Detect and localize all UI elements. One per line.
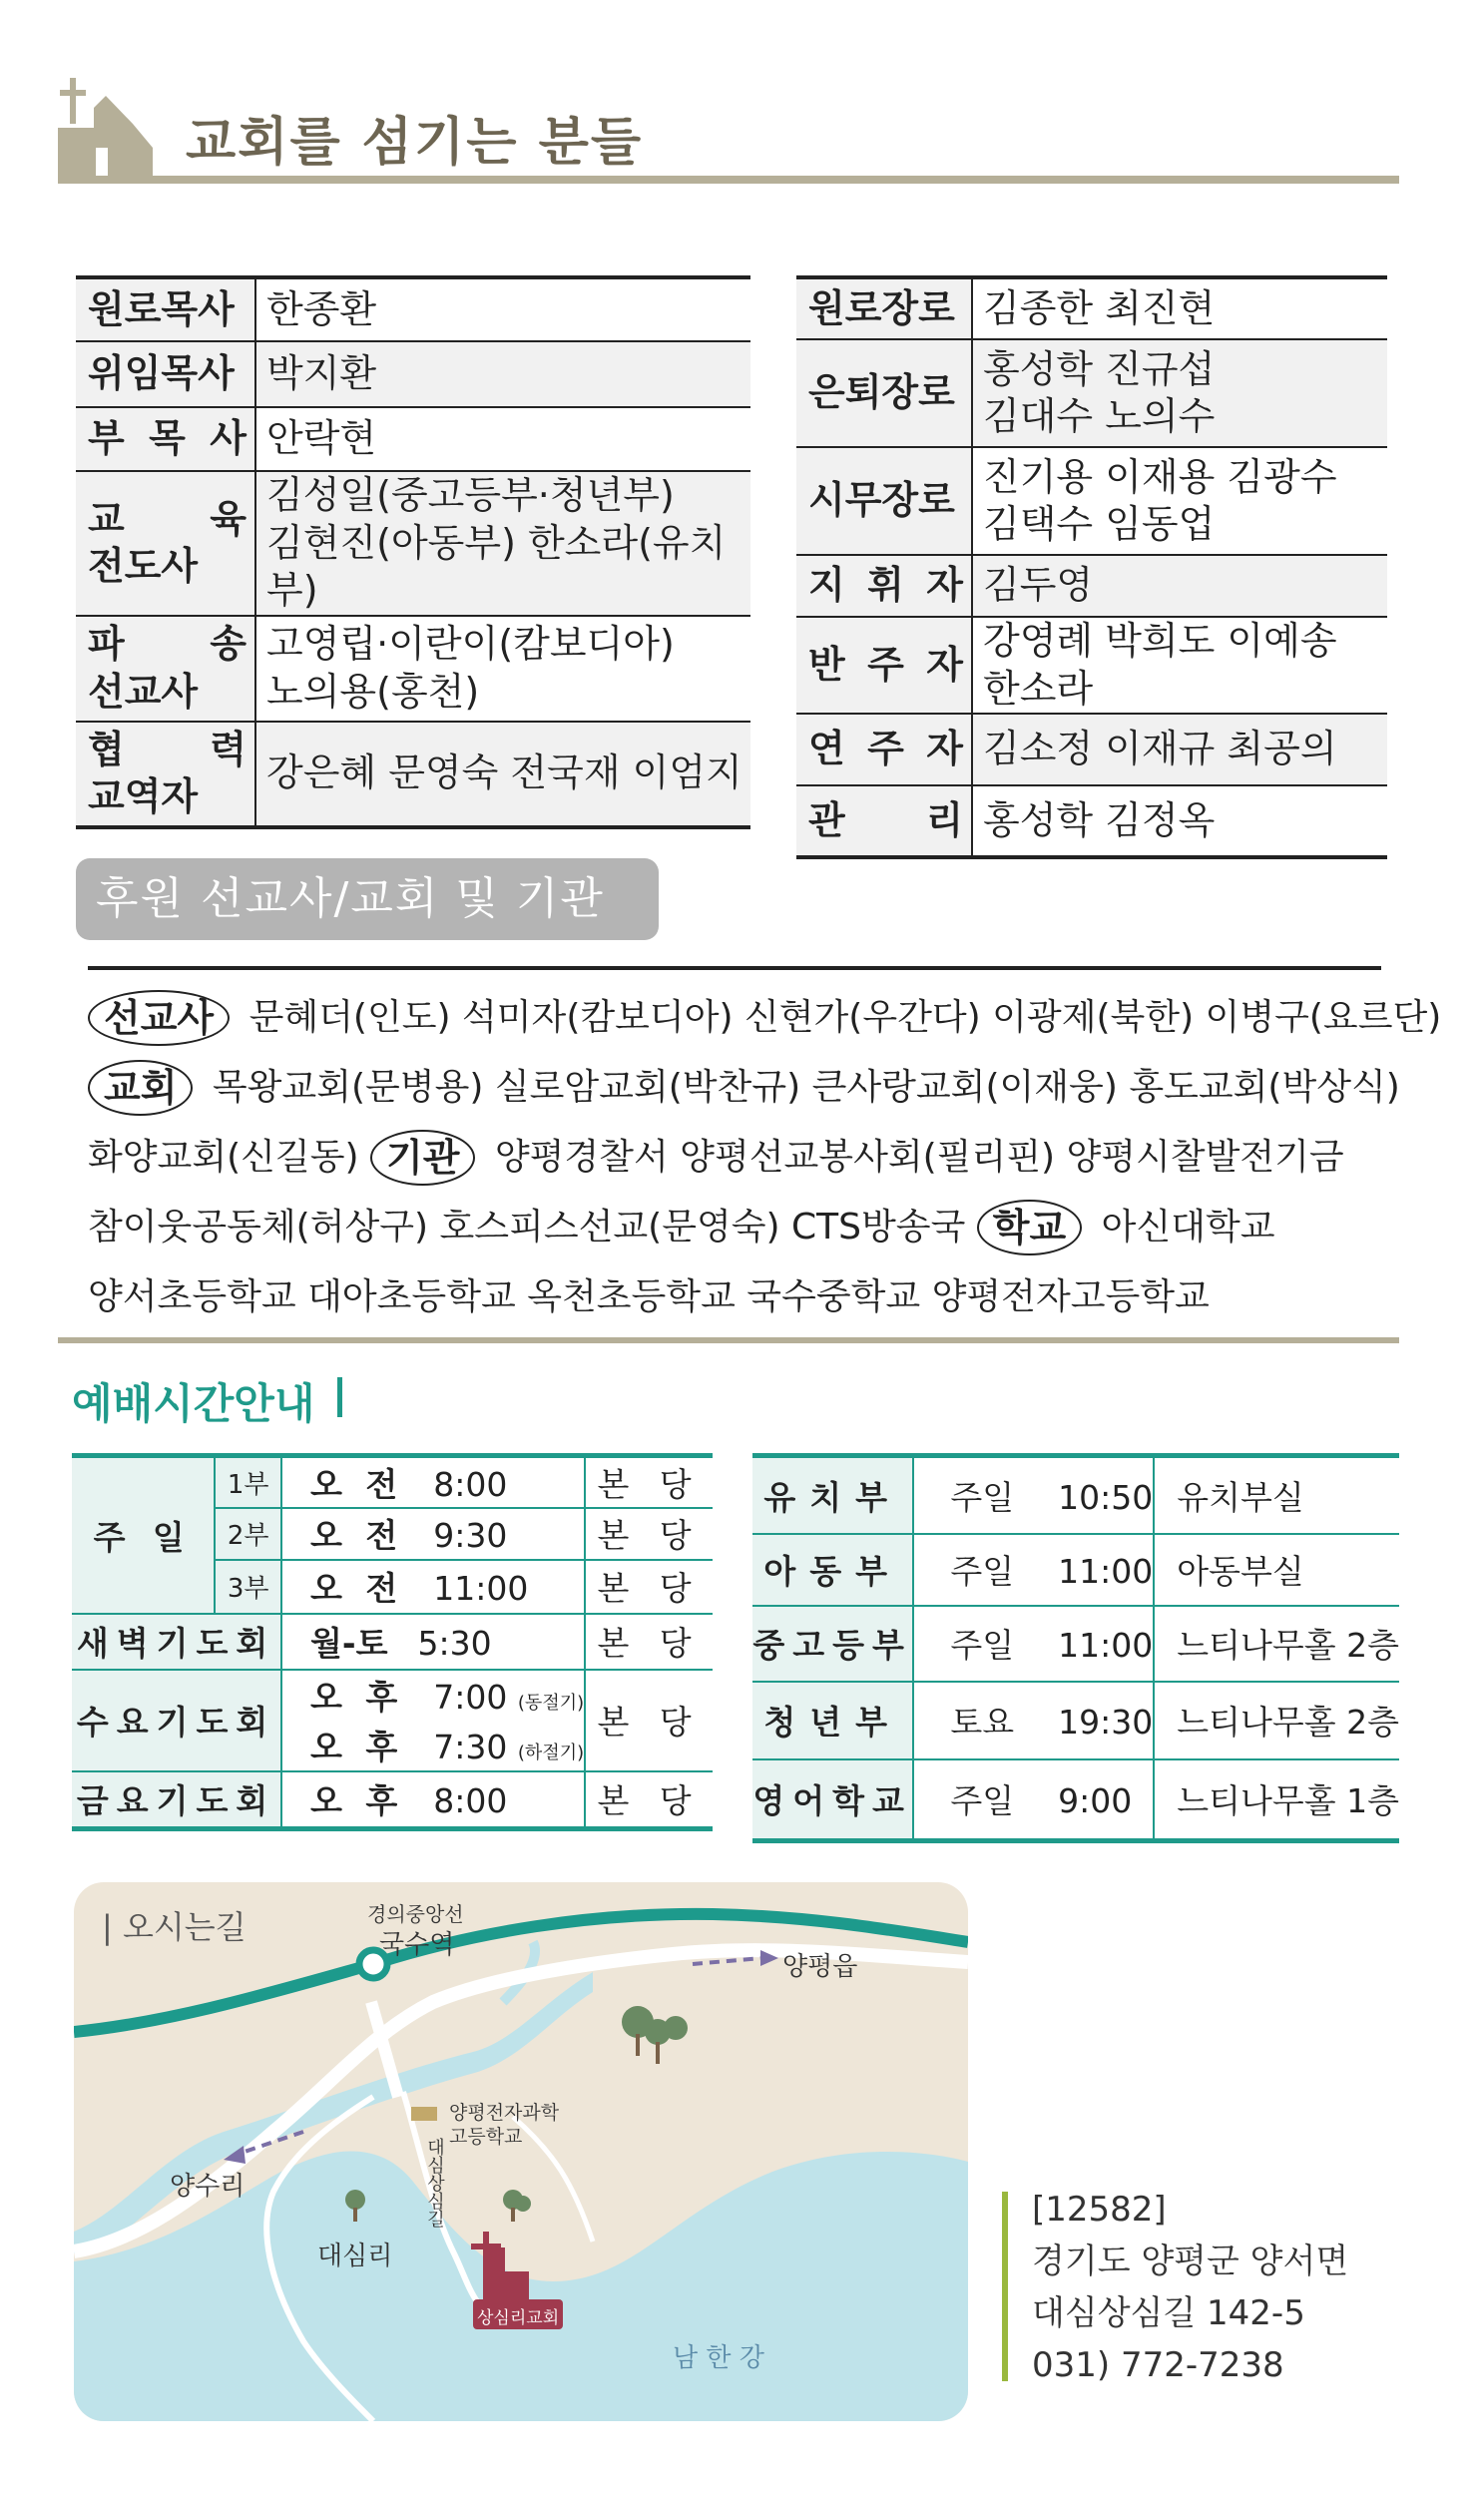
address-line: 경기도 양평군 양서면 <box>1032 2242 1349 2281</box>
map-heading: | 오시는길 <box>102 1908 247 1946</box>
title-bar-accent <box>337 1377 342 1417</box>
map-label-school: 양평전자과학 <box>449 2102 560 2124</box>
department-name: 아동부 <box>752 1534 913 1606</box>
department-row <box>752 1759 1399 1841</box>
staff-row <box>76 471 750 616</box>
staff-names: 진기용 이재용 김광수 김택수 임동업 <box>972 447 1387 555</box>
service-row <box>72 1670 713 1720</box>
staff-row <box>76 722 750 827</box>
staff-names: 김소정 이재규 최공의 <box>972 714 1387 785</box>
support-text: 화양교회(신길동) <box>88 1137 359 1178</box>
service-place: 본 당 <box>585 1560 713 1614</box>
department-name: 청년부 <box>752 1682 913 1759</box>
staff-table-right <box>796 275 1387 859</box>
support-text: 참이웃공동체(허상구) 호스피스선교(문영숙) CTS방송국 <box>88 1207 966 1248</box>
map-label-station: 국수역 <box>379 1930 455 1960</box>
school-icon <box>411 2107 437 2121</box>
staff-role: 부 목 사 <box>76 407 255 471</box>
staff-names: 홍성학 진규섭 김대수 노의수 <box>972 339 1387 447</box>
staff-role: 시무장로 <box>796 447 972 555</box>
staff-row <box>796 617 1387 714</box>
department-time: 주일 11:00 <box>913 1606 1154 1682</box>
staff-role: 지 휘 자 <box>796 555 972 617</box>
worship-title: 예배시간안내 <box>72 1379 315 1428</box>
staff-row <box>796 555 1387 617</box>
staff-row <box>76 616 750 722</box>
staff-row <box>76 277 750 341</box>
service-place: 본 당 <box>585 1456 713 1508</box>
support-line-schools <box>88 1192 1395 1261</box>
map-label-church: 상심리교회 <box>477 2308 560 2328</box>
department-room: 느티나무홀 2층 <box>1154 1606 1399 1682</box>
department-name: 유치부 <box>752 1456 913 1534</box>
department-name: 영어학교 <box>752 1759 913 1841</box>
support-list <box>88 982 1442 1331</box>
staff-role: 연 주 자 <box>796 714 972 785</box>
department-time: 주일 9:00 <box>913 1759 1154 1841</box>
service-place: 본 당 <box>585 1771 713 1829</box>
service-category: 주 일 <box>72 1456 215 1614</box>
staff-names: 강영례 박희도 이예송 한소라 <box>972 617 1387 714</box>
department-row <box>752 1606 1399 1682</box>
service-part: 3부 <box>215 1560 281 1614</box>
support-text: 문혜더(인도) 석미자(캄보디아) 신현가(우간다) 이광제(북한) 이병구(요르단) <box>248 997 1442 1038</box>
support-section-title: 후원 선교사/교회 및 기관 <box>76 858 659 940</box>
staff-role: 협 력 교역자 <box>76 722 255 827</box>
staff-role: 파 송 선교사 <box>76 616 255 722</box>
church-icon <box>58 78 153 184</box>
support-text: 양평경찰서 양평선교봉사회(필리핀) 양평시찰발전기금 <box>494 1137 1344 1178</box>
support-line-schools-cont <box>88 1261 1395 1331</box>
support-line-institutions <box>88 1122 1395 1192</box>
staff-row <box>76 407 750 471</box>
directions-map <box>74 1882 968 2421</box>
staff-role: 원로장로 <box>796 277 972 339</box>
staff-role: 위임목사 <box>76 341 255 407</box>
staff-names: 김성일(중고등부·청년부) 김현진(아동부) 한소라(유치부) <box>255 471 750 616</box>
staff-names: 고영립·이란이(캄보디아) 노의용(홍천) <box>255 616 750 722</box>
service-time: 오 후 7:30 (하절기) <box>281 1720 585 1771</box>
map-label-river: 남 한 강 <box>673 2343 764 2373</box>
staff-names: 안락현 <box>255 407 750 471</box>
service-part: 2부 <box>215 1508 281 1560</box>
service-place: 본 당 <box>585 1670 713 1771</box>
service-category: 새벽기도회 <box>72 1614 281 1670</box>
worship-table-main <box>72 1453 713 1831</box>
service-time: 오 전 11:00 <box>281 1560 585 1614</box>
department-room: 느티나무홀 2층 <box>1154 1682 1399 1759</box>
department-row <box>752 1534 1399 1606</box>
support-text: 양서초등학교 대아초등학교 옥천초등학교 국수중학교 양평전자고등학교 <box>88 1276 1210 1317</box>
support-line-missionaries <box>88 982 1442 1052</box>
department-time: 주일 11:00 <box>913 1534 1154 1606</box>
staff-names: 한종환 <box>255 277 750 341</box>
department-time: 주일 10:50 <box>913 1456 1154 1534</box>
service-time: 오 전 9:30 <box>281 1508 585 1560</box>
address-phone[interactable]: 031) 772-7238 <box>1032 2345 1284 2385</box>
section-divider <box>58 1337 1399 1343</box>
staff-role: 교 육 전도사 <box>76 471 255 616</box>
map-label-yangsuri: 양수리 <box>170 2172 246 2202</box>
service-place: 본 당 <box>585 1508 713 1560</box>
service-row <box>72 1771 713 1829</box>
department-row <box>752 1456 1399 1534</box>
service-row <box>72 1456 713 1508</box>
worship-table-departments <box>752 1453 1399 1843</box>
department-time: 토요 19:30 <box>913 1682 1154 1759</box>
staff-role: 반 주 자 <box>796 617 972 714</box>
department-room: 느티나무홀 1층 <box>1154 1759 1399 1841</box>
staff-row <box>796 714 1387 785</box>
page-title: 교회를 섬기는 분들 <box>186 113 644 173</box>
tag-church: 교회 <box>88 1060 193 1116</box>
road-side <box>513 2117 593 2242</box>
service-part: 1부 <box>215 1456 281 1508</box>
header-divider <box>58 176 1399 184</box>
staff-names: 박지환 <box>255 341 750 407</box>
tag-missionary: 선교사 <box>88 990 230 1046</box>
map-label-daesimri: 대심리 <box>317 2242 393 2271</box>
service-time: 오 후 8:00 <box>281 1771 585 1829</box>
service-row <box>72 1614 713 1670</box>
map-label-town: 양평읍 <box>782 1952 858 1982</box>
staff-row <box>796 339 1387 447</box>
support-text: 목왕교회(문병용) 실로암교회(박찬규) 큰사랑교회(이재웅) 홍도교회(박상식) <box>212 1067 1400 1108</box>
staff-role: 은퇴장로 <box>796 339 972 447</box>
staff-names: 김종한 최진현 <box>972 277 1387 339</box>
support-text: 아신대학교 <box>1101 1207 1275 1248</box>
arrow-yangpyeong <box>693 1958 762 1964</box>
address-line: 대심상심길 142-5 <box>1032 2293 1305 2333</box>
service-time: 월-토 5:30 <box>281 1614 585 1670</box>
staff-table-left <box>76 275 750 829</box>
service-place: 본 당 <box>585 1614 713 1670</box>
department-room: 유치부실 <box>1154 1456 1399 1534</box>
staff-role: 원로목사 <box>76 277 255 341</box>
staff-names: 김두영 <box>972 555 1387 617</box>
staff-row <box>796 447 1387 555</box>
address-accent-bar <box>1002 2192 1008 2381</box>
tag-school: 학교 <box>977 1200 1082 1255</box>
service-category: 수요기도회 <box>72 1670 281 1771</box>
address-block <box>1032 2184 1348 2391</box>
support-divider <box>88 966 1381 970</box>
department-name: 중고등부 <box>752 1606 913 1682</box>
service-time: 오 전 8:00 <box>281 1456 585 1508</box>
staff-role: 관 리 <box>796 785 972 857</box>
address-postcode: [12582] <box>1032 2190 1167 2230</box>
staff-names: 홍성학 김정옥 <box>972 785 1387 857</box>
staff-row <box>76 341 750 407</box>
service-category: 금요기도회 <box>72 1771 281 1829</box>
department-row <box>752 1682 1399 1759</box>
support-line-churches <box>88 1052 1400 1122</box>
map-label-school: 고등학교 <box>449 2126 523 2148</box>
staff-row <box>796 277 1387 339</box>
department-room: 아동부실 <box>1154 1534 1399 1606</box>
tag-institution: 기관 <box>370 1130 475 1186</box>
service-time: 오 후 7:00 (동절기) <box>310 1677 585 1717</box>
map-label-rail: 경의중앙선 <box>367 1902 464 1926</box>
staff-names: 강은혜 문영숙 전국재 이엄지 <box>255 722 750 827</box>
map-label-road: 대심상심길 <box>424 2138 445 2228</box>
staff-row <box>796 785 1387 857</box>
